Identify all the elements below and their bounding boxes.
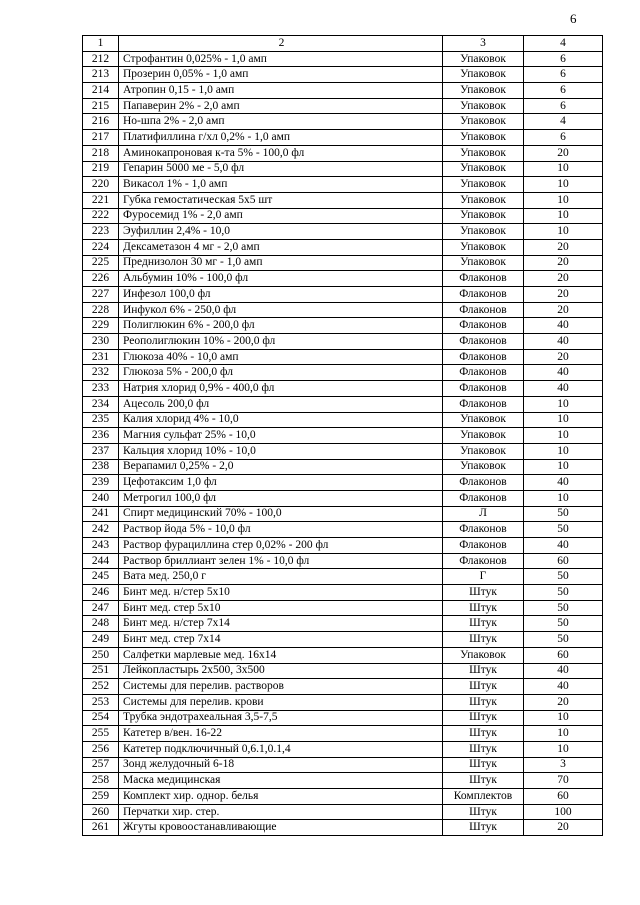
table-row bbox=[83, 694, 603, 710]
item-name-cell: Метрогил 100,0 фл bbox=[119, 490, 443, 506]
row-number-cell: 257 bbox=[83, 757, 119, 773]
unit-cell: Штук bbox=[443, 804, 524, 820]
unit-cell: Упаковок bbox=[443, 51, 524, 67]
item-name-cell: Лейкопластырь 2х500, 3х500 bbox=[119, 663, 443, 679]
unit-cell: Флаконов bbox=[443, 349, 524, 365]
item-name-cell: Но-шпа 2% - 2,0 амп bbox=[119, 114, 443, 130]
quantity-cell: 3 bbox=[524, 757, 603, 773]
row-number-cell: 247 bbox=[83, 600, 119, 616]
item-name-cell: Бинт мед. стер 7х14 bbox=[119, 632, 443, 648]
row-number-cell: 218 bbox=[83, 145, 119, 161]
row-number-cell: 256 bbox=[83, 741, 119, 757]
quantity-cell: 100 bbox=[524, 804, 603, 820]
table-row bbox=[83, 51, 603, 67]
item-name-cell: Бинт мед. н/стер 7х14 bbox=[119, 616, 443, 632]
quantity-cell: 10 bbox=[524, 459, 603, 475]
item-name-cell: Трубка эндотрахеальная 3,5-7,5 bbox=[119, 710, 443, 726]
quantity-cell: 6 bbox=[524, 67, 603, 83]
item-name-cell: Перчатки хир. стер. bbox=[119, 804, 443, 820]
row-number-cell: 242 bbox=[83, 522, 119, 538]
quantity-cell: 10 bbox=[524, 177, 603, 193]
item-name-cell: Викасол 1% - 1,0 амп bbox=[119, 177, 443, 193]
unit-cell: Штук bbox=[443, 600, 524, 616]
quantity-cell: 4 bbox=[524, 114, 603, 130]
item-name-cell: Системы для перелив. растворов bbox=[119, 679, 443, 695]
item-name-cell: Калия хлорид 4% - 10,0 bbox=[119, 412, 443, 428]
item-name-cell: Кальция хлорид 10% - 10,0 bbox=[119, 443, 443, 459]
unit-cell: Штук bbox=[443, 694, 524, 710]
table-row bbox=[83, 381, 603, 397]
quantity-cell: 40 bbox=[524, 679, 603, 695]
unit-cell: Упаковок bbox=[443, 459, 524, 475]
quantity-cell: 50 bbox=[524, 616, 603, 632]
table-row bbox=[83, 475, 603, 491]
quantity-cell: 10 bbox=[524, 224, 603, 240]
table-row bbox=[83, 287, 603, 303]
unit-cell: Упаковок bbox=[443, 208, 524, 224]
item-name-cell: Альбумин 10% - 100,0 фл bbox=[119, 271, 443, 287]
table-row bbox=[83, 114, 603, 130]
row-number-cell: 241 bbox=[83, 506, 119, 522]
table-row bbox=[83, 239, 603, 255]
row-number-cell: 228 bbox=[83, 302, 119, 318]
table-row bbox=[83, 177, 603, 193]
unit-cell: Флаконов bbox=[443, 522, 524, 538]
quantity-cell: 20 bbox=[524, 145, 603, 161]
quantity-cell: 50 bbox=[524, 506, 603, 522]
unit-cell: Штук bbox=[443, 773, 524, 789]
quantity-cell: 40 bbox=[524, 475, 603, 491]
item-name-cell: Фуросемид 1% - 2,0 амп bbox=[119, 208, 443, 224]
row-number-cell: 261 bbox=[83, 820, 119, 836]
row-number-cell: 251 bbox=[83, 663, 119, 679]
quantity-cell: 50 bbox=[524, 600, 603, 616]
quantity-cell: 60 bbox=[524, 647, 603, 663]
unit-cell: Штук bbox=[443, 585, 524, 601]
unit-cell: Упаковок bbox=[443, 412, 524, 428]
unit-cell: Штук bbox=[443, 710, 524, 726]
quantity-cell: 10 bbox=[524, 726, 603, 742]
table-row bbox=[83, 396, 603, 412]
table-row bbox=[83, 145, 603, 161]
row-number-cell: 213 bbox=[83, 67, 119, 83]
table-row bbox=[83, 663, 603, 679]
unit-cell: Флаконов bbox=[443, 318, 524, 334]
quantity-cell: 10 bbox=[524, 192, 603, 208]
unit-cell: Упаковок bbox=[443, 161, 524, 177]
unit-cell: Упаковок bbox=[443, 177, 524, 193]
quantity-cell: 10 bbox=[524, 161, 603, 177]
table-row bbox=[83, 506, 603, 522]
item-name-cell: Бинт мед. н/стер 5х10 bbox=[119, 585, 443, 601]
item-name-cell: Преднизолон 30 мг - 1,0 амп bbox=[119, 255, 443, 271]
table-row bbox=[83, 679, 603, 695]
table-row bbox=[83, 224, 603, 240]
quantity-cell: 40 bbox=[524, 538, 603, 554]
row-number-cell: 232 bbox=[83, 365, 119, 381]
row-number-cell: 222 bbox=[83, 208, 119, 224]
table-row bbox=[83, 67, 603, 83]
table-row bbox=[83, 741, 603, 757]
row-number-cell: 221 bbox=[83, 192, 119, 208]
unit-cell: Штук bbox=[443, 679, 524, 695]
unit-cell: Флаконов bbox=[443, 553, 524, 569]
unit-cell: Флаконов bbox=[443, 287, 524, 303]
table-row bbox=[83, 443, 603, 459]
table-row bbox=[83, 522, 603, 538]
unit-cell: Флаконов bbox=[443, 475, 524, 491]
table-row bbox=[83, 569, 603, 585]
quantity-cell: 40 bbox=[524, 334, 603, 350]
quantity-cell: 10 bbox=[524, 741, 603, 757]
header-row bbox=[83, 36, 603, 52]
item-name-cell: Атропин 0,15 - 1,0 амп bbox=[119, 83, 443, 99]
quantity-cell: 60 bbox=[524, 789, 603, 805]
unit-cell: Флаконов bbox=[443, 490, 524, 506]
unit-cell: Флаконов bbox=[443, 365, 524, 381]
quantity-cell: 6 bbox=[524, 130, 603, 146]
unit-cell: Флаконов bbox=[443, 302, 524, 318]
table-row bbox=[83, 757, 603, 773]
table-row bbox=[83, 192, 603, 208]
item-name-cell: Жгуты кровоостанавливающие bbox=[119, 820, 443, 836]
item-name-cell: Салфетки марлевые мед. 16х14 bbox=[119, 647, 443, 663]
table-row bbox=[83, 773, 603, 789]
item-name-cell: Папаверин 2% - 2,0 амп bbox=[119, 98, 443, 114]
item-name-cell: Бинт мед. стер 5х10 bbox=[119, 600, 443, 616]
unit-cell: Упаковок bbox=[443, 255, 524, 271]
quantity-cell: 20 bbox=[524, 239, 603, 255]
unit-cell: Штук bbox=[443, 616, 524, 632]
table-row bbox=[83, 208, 603, 224]
row-number-cell: 230 bbox=[83, 334, 119, 350]
unit-cell: Упаковок bbox=[443, 130, 524, 146]
item-name-cell: Раствор бриллиант зелен 1% - 10,0 фл bbox=[119, 553, 443, 569]
row-number-cell: 219 bbox=[83, 161, 119, 177]
item-name-cell: Цефотаксим 1,0 фл bbox=[119, 475, 443, 491]
unit-cell: Флаконов bbox=[443, 334, 524, 350]
row-number-cell: 225 bbox=[83, 255, 119, 271]
item-name-cell: Глюкоза 5% - 200,0 фл bbox=[119, 365, 443, 381]
quantity-cell: 20 bbox=[524, 287, 603, 303]
item-name-cell: Гепарин 5000 ме - 5,0 фл bbox=[119, 161, 443, 177]
item-name-cell: Катетер подключичный 0,6.1,0.1,4 bbox=[119, 741, 443, 757]
page-number: 6 bbox=[570, 11, 577, 26]
item-name-cell: Эуфиллин 2,4% - 10,0 bbox=[119, 224, 443, 240]
row-number-cell: 223 bbox=[83, 224, 119, 240]
item-name-cell: Полиглюкин 6% - 200,0 фл bbox=[119, 318, 443, 334]
table-row bbox=[83, 585, 603, 601]
table-row bbox=[83, 271, 603, 287]
item-name-cell: Инфезол 100,0 фл bbox=[119, 287, 443, 303]
table-row bbox=[83, 428, 603, 444]
item-name-cell: Дексаметазон 4 мг - 2,0 амп bbox=[119, 239, 443, 255]
row-number-cell: 233 bbox=[83, 381, 119, 397]
quantity-cell: 20 bbox=[524, 271, 603, 287]
unit-cell: Упаковок bbox=[443, 114, 524, 130]
item-name-cell: Натрия хлорид 0,9% - 400,0 фл bbox=[119, 381, 443, 397]
item-name-cell: Реополиглюкин 10% - 200,0 фл bbox=[119, 334, 443, 350]
quantity-cell: 50 bbox=[524, 585, 603, 601]
row-number-cell: 254 bbox=[83, 710, 119, 726]
row-number-cell: 249 bbox=[83, 632, 119, 648]
table-row bbox=[83, 726, 603, 742]
item-name-cell: Строфантин 0,025% - 1,0 амп bbox=[119, 51, 443, 67]
row-number-cell: 258 bbox=[83, 773, 119, 789]
row-number-cell: 253 bbox=[83, 694, 119, 710]
row-number-cell: 240 bbox=[83, 490, 119, 506]
item-name-cell: Верапамил 0,25% - 2,0 bbox=[119, 459, 443, 475]
quantity-cell: 50 bbox=[524, 522, 603, 538]
quantity-cell: 20 bbox=[524, 820, 603, 836]
unit-cell: Флаконов bbox=[443, 538, 524, 554]
quantity-cell: 40 bbox=[524, 381, 603, 397]
row-number-cell: 220 bbox=[83, 177, 119, 193]
quantity-cell: 20 bbox=[524, 694, 603, 710]
unit-cell: Упаковок bbox=[443, 83, 524, 99]
row-number-cell: 236 bbox=[83, 428, 119, 444]
quantity-cell: 60 bbox=[524, 553, 603, 569]
table-row bbox=[83, 365, 603, 381]
row-number-cell: 224 bbox=[83, 239, 119, 255]
unit-cell: Штук bbox=[443, 741, 524, 757]
item-name-cell: Катетер в/вен. 16-22 bbox=[119, 726, 443, 742]
table-row bbox=[83, 616, 603, 632]
table-body bbox=[83, 51, 603, 835]
table-row bbox=[83, 130, 603, 146]
item-name-cell: Маска медицинская bbox=[119, 773, 443, 789]
item-name-cell: Прозерин 0,05% - 1,0 амп bbox=[119, 67, 443, 83]
row-number-cell: 235 bbox=[83, 412, 119, 428]
item-name-cell: Глюкоза 40% - 10,0 амп bbox=[119, 349, 443, 365]
table-row bbox=[83, 161, 603, 177]
unit-cell: Штук bbox=[443, 632, 524, 648]
row-number-cell: 239 bbox=[83, 475, 119, 491]
table-row bbox=[83, 334, 603, 350]
row-number-cell: 216 bbox=[83, 114, 119, 130]
quantity-cell: 6 bbox=[524, 51, 603, 67]
unit-cell: Упаковок bbox=[443, 192, 524, 208]
header-col-2: 2 bbox=[119, 36, 443, 52]
table-row bbox=[83, 412, 603, 428]
table-row bbox=[83, 83, 603, 99]
supplies-table bbox=[82, 35, 603, 836]
table-row bbox=[83, 820, 603, 836]
row-number-cell: 259 bbox=[83, 789, 119, 805]
row-number-cell: 250 bbox=[83, 647, 119, 663]
quantity-cell: 50 bbox=[524, 569, 603, 585]
item-name-cell: Аминокапроновая к-та 5% - 100,0 фл bbox=[119, 145, 443, 161]
quantity-cell: 20 bbox=[524, 255, 603, 271]
unit-cell: Упаковок bbox=[443, 224, 524, 240]
quantity-cell: 10 bbox=[524, 208, 603, 224]
item-name-cell: Губка гемостатическая 5х5 шт bbox=[119, 192, 443, 208]
row-number-cell: 227 bbox=[83, 287, 119, 303]
unit-cell: Штук bbox=[443, 663, 524, 679]
quantity-cell: 70 bbox=[524, 773, 603, 789]
row-number-cell: 237 bbox=[83, 443, 119, 459]
unit-cell: Штук bbox=[443, 757, 524, 773]
item-name-cell: Раствор йода 5% - 10,0 фл bbox=[119, 522, 443, 538]
item-name-cell: Вата мед. 250,0 г bbox=[119, 569, 443, 585]
item-name-cell: Спирт медицинский 70% - 100,0 bbox=[119, 506, 443, 522]
quantity-cell: 10 bbox=[524, 396, 603, 412]
row-number-cell: 231 bbox=[83, 349, 119, 365]
row-number-cell: 229 bbox=[83, 318, 119, 334]
quantity-cell: 10 bbox=[524, 428, 603, 444]
header-col-1: 1 bbox=[83, 36, 119, 52]
unit-cell: Штук bbox=[443, 820, 524, 836]
quantity-cell: 6 bbox=[524, 98, 603, 114]
quantity-cell: 10 bbox=[524, 710, 603, 726]
item-name-cell: Комплект хир. однор. белья bbox=[119, 789, 443, 805]
row-number-cell: 255 bbox=[83, 726, 119, 742]
row-number-cell: 226 bbox=[83, 271, 119, 287]
quantity-cell: 6 bbox=[524, 83, 603, 99]
unit-cell: Флаконов bbox=[443, 381, 524, 397]
table-row bbox=[83, 600, 603, 616]
item-name-cell: Ацесоль 200,0 фл bbox=[119, 396, 443, 412]
quantity-cell: 10 bbox=[524, 490, 603, 506]
table-row bbox=[83, 490, 603, 506]
table-row bbox=[83, 710, 603, 726]
item-name-cell: Зонд желудочный 6-18 bbox=[119, 757, 443, 773]
unit-cell: Штук bbox=[443, 726, 524, 742]
row-number-cell: 245 bbox=[83, 569, 119, 585]
row-number-cell: 243 bbox=[83, 538, 119, 554]
unit-cell: Упаковок bbox=[443, 67, 524, 83]
table-row bbox=[83, 302, 603, 318]
row-number-cell: 248 bbox=[83, 616, 119, 632]
table-row bbox=[83, 318, 603, 334]
quantity-cell: 10 bbox=[524, 412, 603, 428]
header-col-3: 3 bbox=[443, 36, 524, 52]
item-name-cell: Системы для перелив. крови bbox=[119, 694, 443, 710]
row-number-cell: 234 bbox=[83, 396, 119, 412]
quantity-cell: 10 bbox=[524, 443, 603, 459]
quantity-cell: 50 bbox=[524, 632, 603, 648]
row-number-cell: 260 bbox=[83, 804, 119, 820]
quantity-cell: 20 bbox=[524, 349, 603, 365]
table-row bbox=[83, 647, 603, 663]
row-number-cell: 252 bbox=[83, 679, 119, 695]
table-row bbox=[83, 804, 603, 820]
unit-cell: Комплектов bbox=[443, 789, 524, 805]
row-number-cell: 244 bbox=[83, 553, 119, 569]
quantity-cell: 40 bbox=[524, 365, 603, 381]
unit-cell: Л bbox=[443, 506, 524, 522]
unit-cell: Упаковок bbox=[443, 145, 524, 161]
table-row bbox=[83, 538, 603, 554]
table-row bbox=[83, 553, 603, 569]
row-number-cell: 215 bbox=[83, 98, 119, 114]
table-row bbox=[83, 98, 603, 114]
quantity-cell: 20 bbox=[524, 302, 603, 318]
table-row bbox=[83, 459, 603, 475]
unit-cell: Упаковок bbox=[443, 98, 524, 114]
unit-cell: Флаконов bbox=[443, 396, 524, 412]
table-row bbox=[83, 255, 603, 271]
unit-cell: Упаковок bbox=[443, 647, 524, 663]
table-row bbox=[83, 349, 603, 365]
quantity-cell: 40 bbox=[524, 663, 603, 679]
item-name-cell: Раствор фурациллина стер 0,02% - 200 фл bbox=[119, 538, 443, 554]
table-row bbox=[83, 789, 603, 805]
table-row bbox=[83, 632, 603, 648]
row-number-cell: 214 bbox=[83, 83, 119, 99]
item-name-cell: Платифиллина г/хл 0,2% - 1,0 амп bbox=[119, 130, 443, 146]
unit-cell: Упаковок bbox=[443, 443, 524, 459]
unit-cell: Упаковок bbox=[443, 428, 524, 444]
row-number-cell: 217 bbox=[83, 130, 119, 146]
item-name-cell: Инфукол 6% - 250,0 фл bbox=[119, 302, 443, 318]
row-number-cell: 238 bbox=[83, 459, 119, 475]
quantity-cell: 40 bbox=[524, 318, 603, 334]
item-name-cell: Магния сульфат 25% - 10,0 bbox=[119, 428, 443, 444]
unit-cell: Г bbox=[443, 569, 524, 585]
unit-cell: Флаконов bbox=[443, 271, 524, 287]
row-number-cell: 212 bbox=[83, 51, 119, 67]
row-number-cell: 246 bbox=[83, 585, 119, 601]
header-col-4: 4 bbox=[524, 36, 603, 52]
unit-cell: Упаковок bbox=[443, 239, 524, 255]
